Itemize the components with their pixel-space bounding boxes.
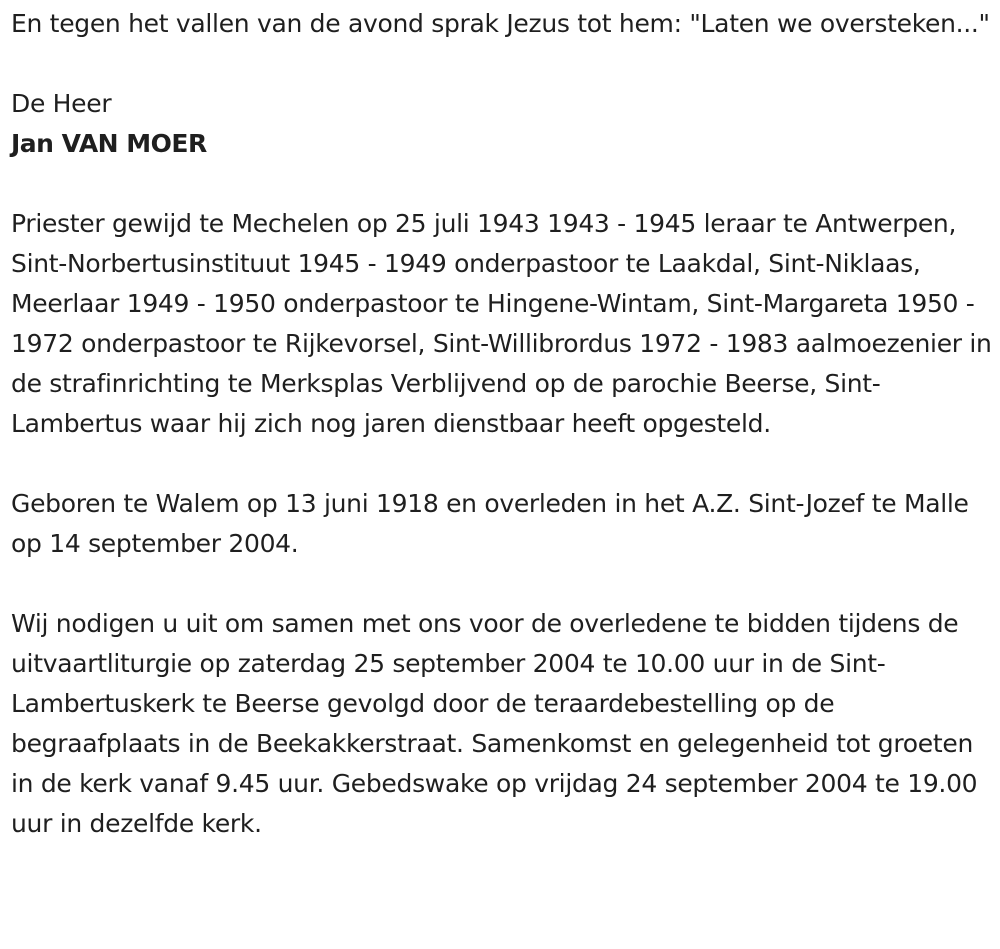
opening-quote: En tegen het vallen van de avond sprak Jezus tot hem: "Laten we oversteken..." — [11, 9, 990, 38]
deceased-name: Jan VAN MOER — [11, 129, 207, 158]
career-paragraph: Priester gewijd te Mechelen op 25 juli 1943 1943 - 1945 leraar te Antwerpen, Sint-Norbertusinstituut 1945 - 1949 onderpastoor te Laakdal, Sint-Niklaas, Meerlaar 1949 - 1950 onderpastoor te Hingene-Wintam, Sint-Margareta 1950 - 1972 onderpastoor te Rijkevorsel, Sint-Willibrordus 1972 - 1983 aalmoezenier in de strafinrichting te Merksplas Verblijvend op de parochie Beerse, Sint-Lambertus waar hij zich nog jaren dienstbaar heeft opgesteld. — [11, 209, 992, 438]
spacer — [11, 44, 996, 84]
spacer — [11, 444, 996, 484]
salutation: De Heer — [11, 89, 112, 118]
birth-death-paragraph: Geboren te Walem op 13 juni 1918 en overleden in het A.Z. Sint-Jozef te Malle op 14 september 2004. — [11, 489, 969, 558]
invitation-paragraph: Wij nodigen u uit om samen met ons voor de overledene te bidden tijdens de uitvaartliturgie op zaterdag 25 september 2004 te 10.00 uur in de Sint-Lambertuskerk te Beerse gevolgd door de teraardebestelling op de begraafplaats in de Beekakkerstraat. Samenkomst en gelegenheid tot groeten in de kerk vanaf 9.45 uur. Gebedswake op vrijdag 24 september 2004 te 19.00 uur in dezelfde kerk. — [11, 609, 978, 838]
obituary-notice — [11, 4, 996, 844]
spacer — [11, 164, 996, 204]
spacer — [11, 564, 996, 604]
